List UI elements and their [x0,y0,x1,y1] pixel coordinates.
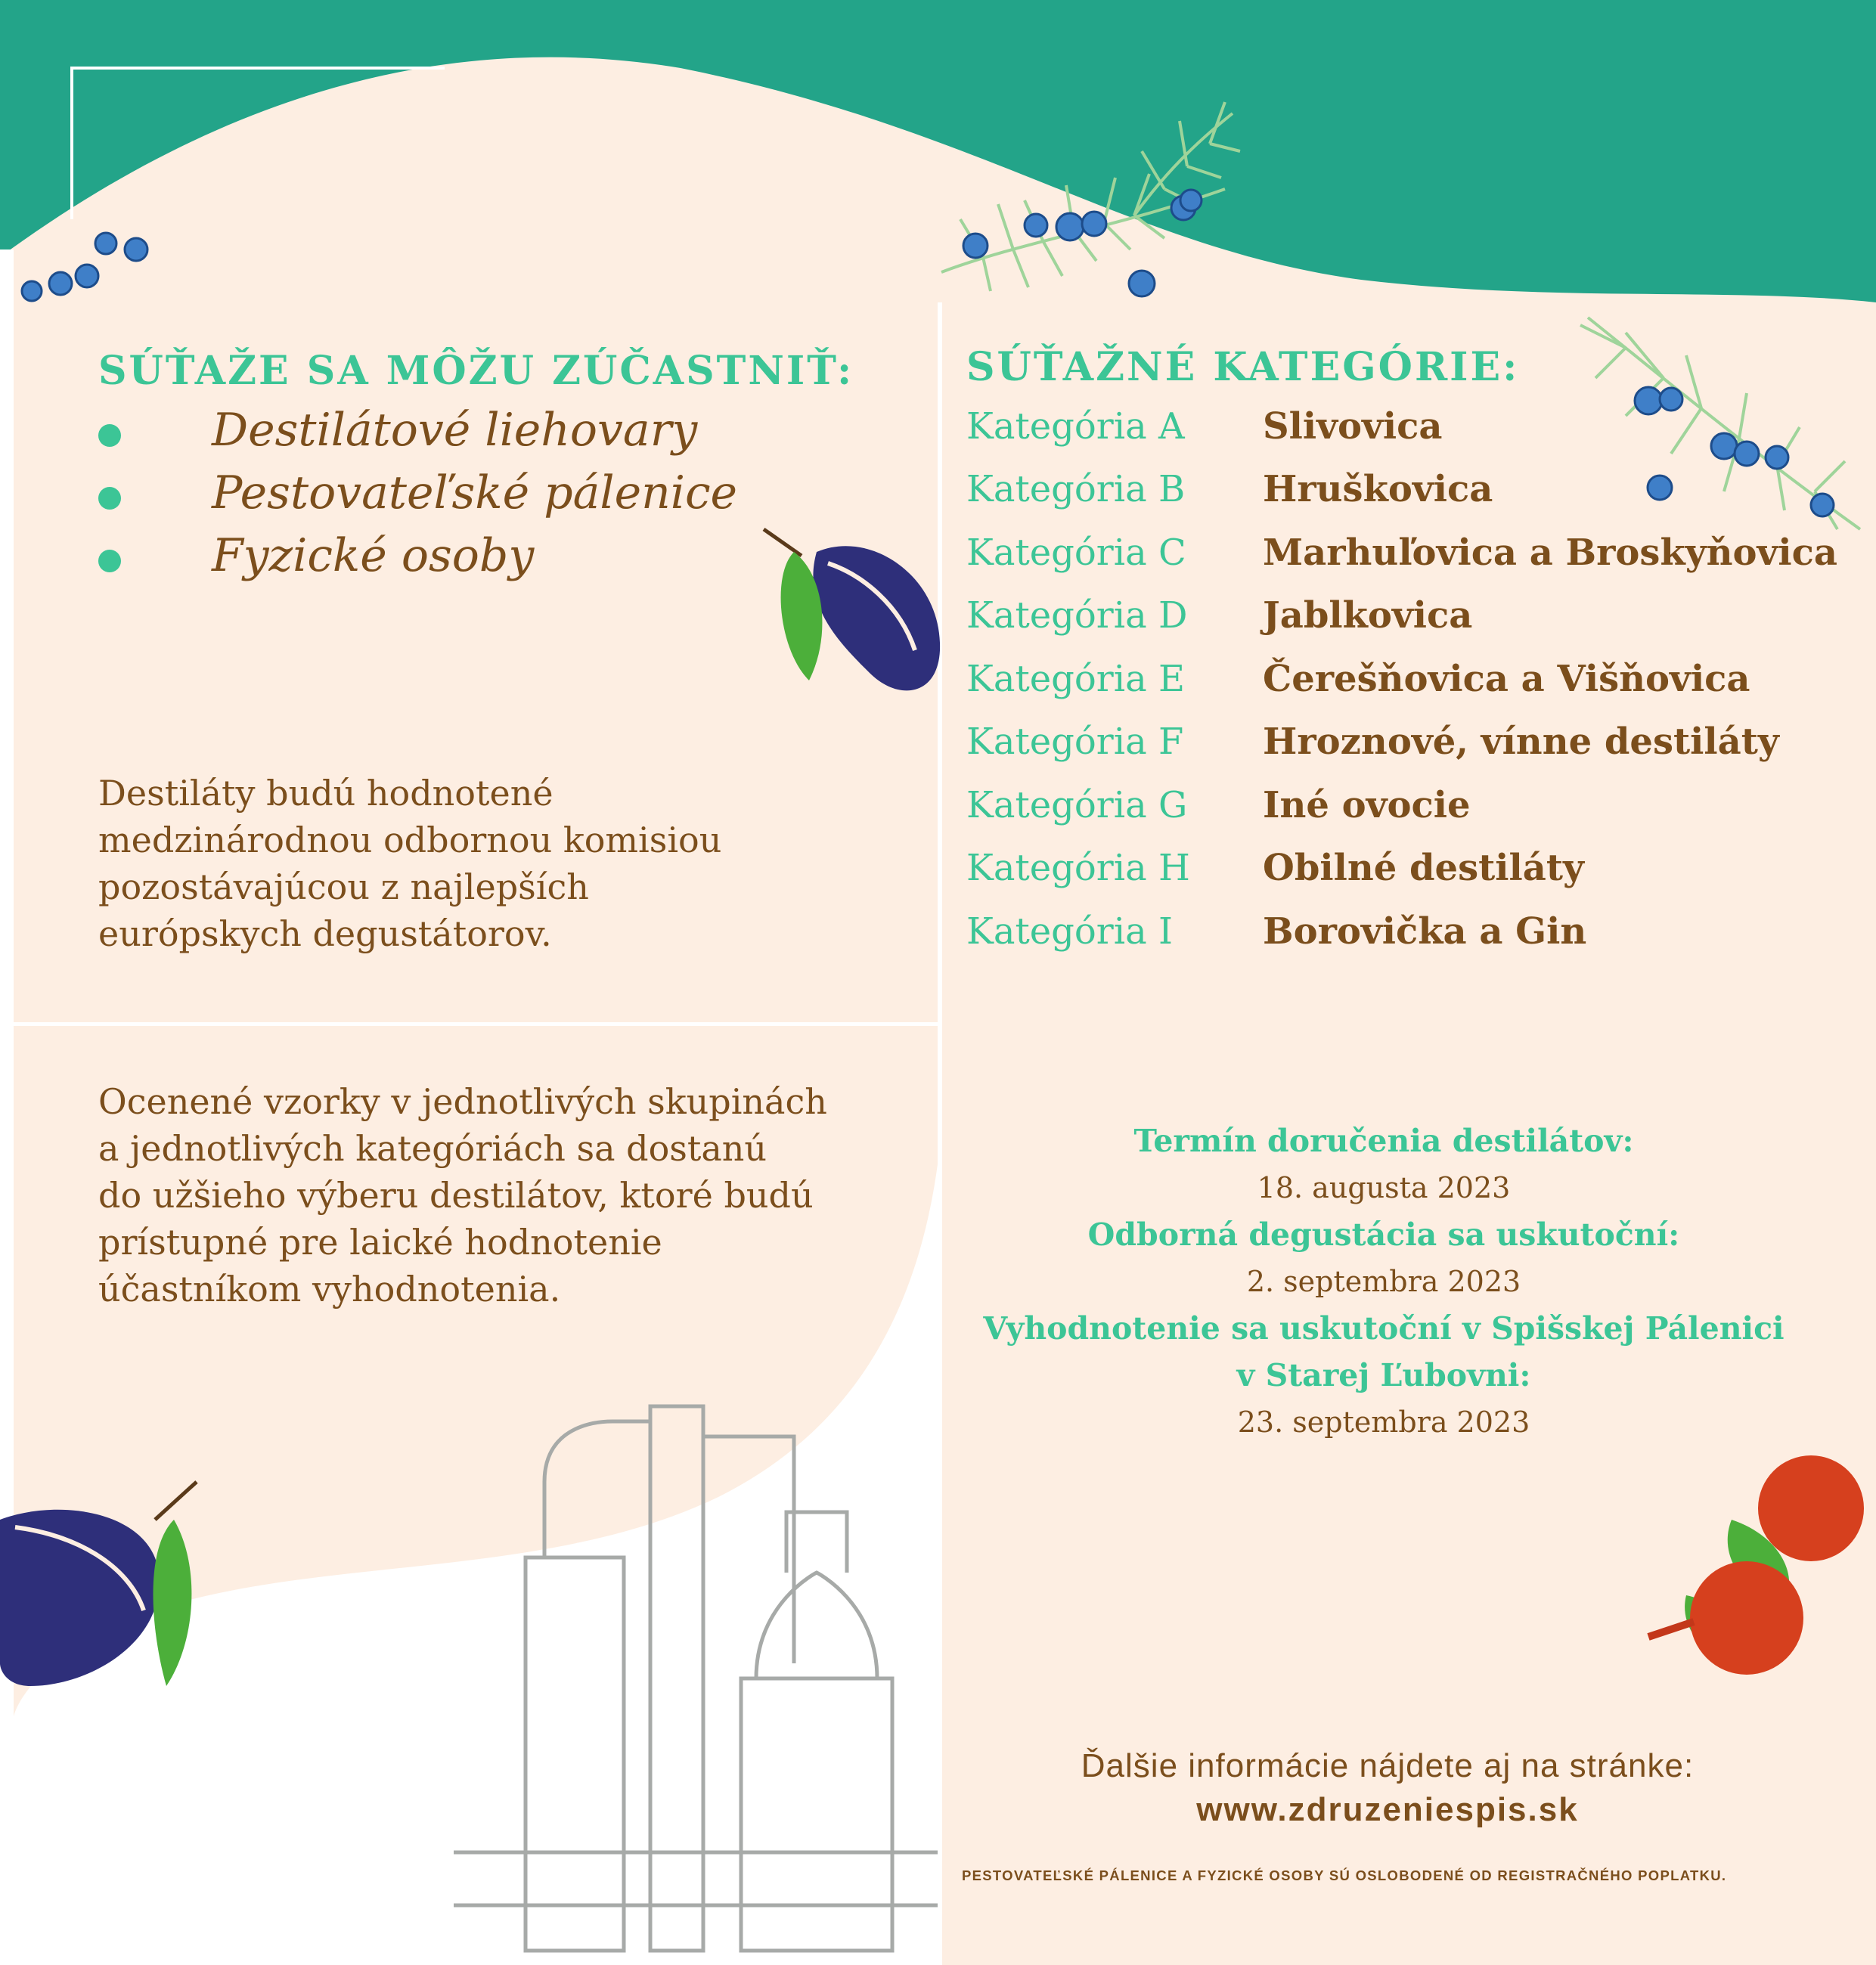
awarded-paragraph [98,1078,827,1313]
category-value: Hruškovica [1263,468,1493,511]
table-row [966,711,1837,774]
table-row [966,900,1837,963]
text-line: európskych degustátorov. [98,913,552,954]
category-name: Kategória E [966,657,1186,700]
text-line: Ocenené vzorky v jednotlivých skupinách [98,1081,827,1122]
participants-section [98,348,854,591]
categories-table [966,395,1837,963]
category-name: Kategória G [966,783,1188,826]
category-name: Kategória C [966,531,1186,574]
bullet-icon [98,424,121,447]
delivery-label: Termín doručenia destilátov: [1133,1123,1634,1159]
table-row [966,521,1837,584]
participants-heading: SÚŤAŽE SA MÔŽU ZÚČASTNIŤ: [98,348,854,394]
table-row [966,395,1837,458]
table-row [966,773,1837,837]
categories-heading: SÚŤAŽNÉ KATEGÓRIE: [966,344,1520,390]
evaluation-place: v Starej Ľubovni: [1236,1357,1531,1393]
participant-label: Pestovateľské pálenice [212,466,738,519]
website-link[interactable]: www.zdruzeniespis.sk [1196,1791,1579,1828]
text-line: medzinárodnou odbornou komisiou [98,820,722,860]
text-line: do užšieho výberu destilátov, ktoré budú [98,1175,814,1216]
apricot-illustration [1648,1455,1864,1675]
category-value: Marhuľovica a Broskyňovica [1263,531,1837,574]
bullet-icon [98,550,121,572]
category-name: Kategória B [966,468,1186,511]
table-row [966,584,1837,648]
category-value: Obilné destiláty [1263,847,1584,890]
jury-paragraph [98,770,721,957]
category-value: Čerešňovica a Višňovica [1263,657,1750,700]
top-wave-band [0,0,1876,302]
divider-line [14,1022,938,1026]
info-text: Ďalšie informácie nájdete aj na stránke: [1081,1747,1695,1784]
info-section [1009,1745,1766,1833]
list-item [98,528,854,591]
participants-list [98,403,854,591]
category-name: Kategória F [966,721,1184,764]
tasting-date: 2. septembra 2023 [1246,1265,1521,1298]
text-line: pozostávajúcou z najlepších [98,866,589,907]
delivery-date: 18. augusta 2023 [1257,1171,1511,1204]
tasting-label: Odborná degustácia sa uskutoční: [1087,1217,1680,1253]
category-name: Kategória H [966,847,1190,890]
category-value: Iné ovocie [1263,783,1471,826]
categories-section [966,344,1837,963]
juniper-berries-left [22,233,147,301]
table-row [966,837,1837,900]
participant-label: Fyzické osoby [212,529,535,582]
list-item [98,403,854,466]
evaluation-label: Vyhodnotenie sa uskutoční v Spišskej Pálenici [983,1310,1785,1347]
participant-label: Destilátové liehovary [212,404,698,457]
dates-section [930,1117,1837,1446]
category-value: Hroznové, vínne destiláty [1263,721,1779,764]
evaluation-date: 23. septembra 2023 [1237,1406,1530,1439]
category-value: Borovička a Gin [1263,910,1587,953]
registration-footnote: PESTOVATEĽSKÉ PÁLENICE A FYZICKÉ OSOBY SÚ OSLOBODENÉ OD REGISTRAČNÉHO POPLATKU. [962,1867,1727,1883]
text-line: a jednotlivých kategóriách sa dostanú [98,1128,767,1169]
category-name: Kategória A [966,404,1185,448]
category-value: Slivovica [1263,404,1443,448]
table-row [966,458,1837,522]
category-name: Kategória I [966,910,1173,953]
table-row [966,647,1837,711]
category-name: Kategória D [966,594,1188,637]
bullet-icon [98,487,121,510]
text-line: prístupné pre laické hodnotenie [98,1222,662,1263]
text-line: Destiláty budú hodnotené [98,773,553,814]
list-item [98,466,854,528]
category-value: Jablkovica [1263,594,1473,637]
left-edge [0,249,14,1965]
plum-illustration-bottom [0,1482,197,1686]
text-line: účastníkom vyhodnotenia. [98,1269,561,1309]
